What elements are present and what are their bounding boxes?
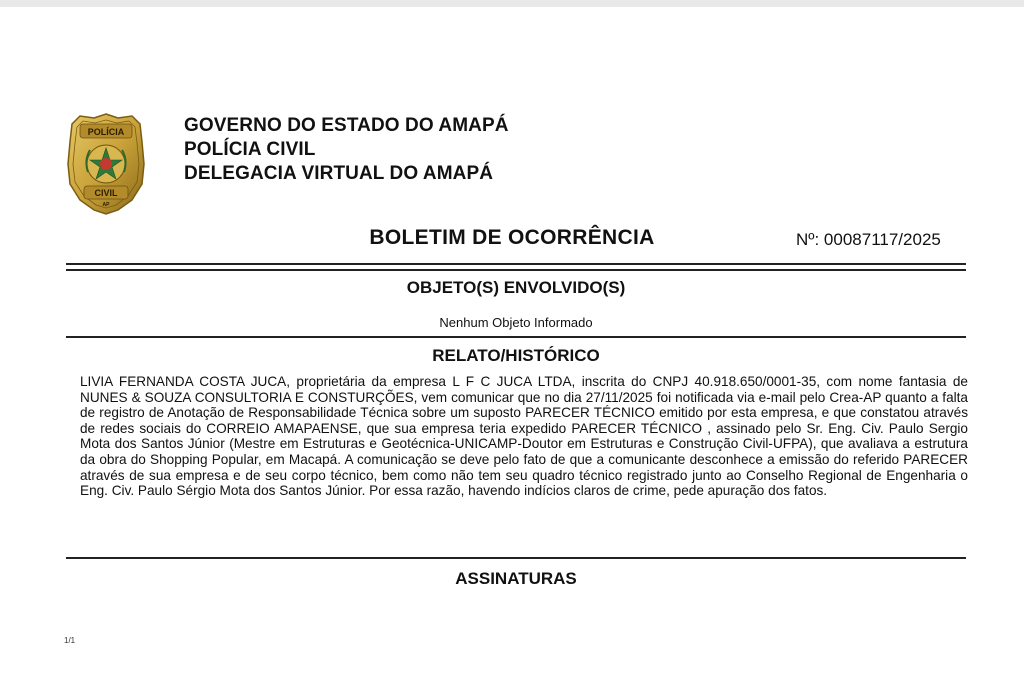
agency-line-police: POLÍCIA CIVIL <box>184 139 316 160</box>
badge-sub-text: AP <box>102 202 110 208</box>
objects-value: Nenhum Objeto Informado <box>439 315 593 330</box>
report-text: LIVIA FERNANDA COSTA JUCA, proprietária da empresa L F C JUCA LTDA, inscrita do CNPJ 40.918.650/0001-35, com nome fantasia de NUNES & SOUZA CONSULTORIA E CONSTURÇÕES, vem comunicar que no dia 27/11/2025 foi notificada via e-mail pelo Crea-AP quanto a falta de registro de Anotação de Responsabilidade Técnica sobre um suposto PARECER TÉCNICO emitido por esta empresa, e que constatou através de redes sociais do CORREIO AMAPAENSE, que sua empresa teria expedido PARECER TÉCNICO , assinado pelo Sr. Eng. Civ. Paulo Sergio Mota dos Santos Júnior (Mestre em Estruturas e Geotécnica-UNICAMP-Doutor em Estruturas e Construção Civil-UFPA), que avaliava a estrutura da obra do Shopping Popular, em Macapá. A comunicação se deve pelo fato de que a comunicante desconhece a emissão do referido PARECER através de sua empresa e de seu corpo técnico, bem como não tem seu quadro técnico registrado junto ao Conselho Regional de Engenharia o Eng. Civ. Paulo Sérgio Mota dos Santos Júnior. Por essa razão, havendo indícios claros de crime, pede apuração dos fatos. <box>80 374 968 499</box>
agency-header <box>184 114 509 186</box>
document-title: BOLETIM DE OCORRÊNCIA <box>369 226 655 249</box>
police-badge-icon <box>66 112 146 216</box>
section-divider <box>66 557 966 559</box>
agency-line-government: GOVERNO DO ESTADO DO AMAPÁ <box>184 115 509 136</box>
agency-line-precinct: DELEGACIA VIRTUAL DO AMAPÁ <box>184 163 494 184</box>
signatures-section-title: ASSINATURAS <box>455 569 577 588</box>
badge-top-text: POLÍCIA <box>87 127 125 137</box>
top-border <box>0 0 1024 7</box>
page-number: 1/1 <box>64 636 76 645</box>
section-divider <box>66 336 966 338</box>
document-number: Nº: 00087117/2025 <box>796 230 941 249</box>
objects-section-title: OBJETO(S) ENVOLVIDO(S) <box>406 278 626 297</box>
badge-bottom-text: CIVIL <box>94 188 118 198</box>
title-divider <box>66 263 966 271</box>
report-section-title: RELATO/HISTÓRICO <box>432 346 600 365</box>
